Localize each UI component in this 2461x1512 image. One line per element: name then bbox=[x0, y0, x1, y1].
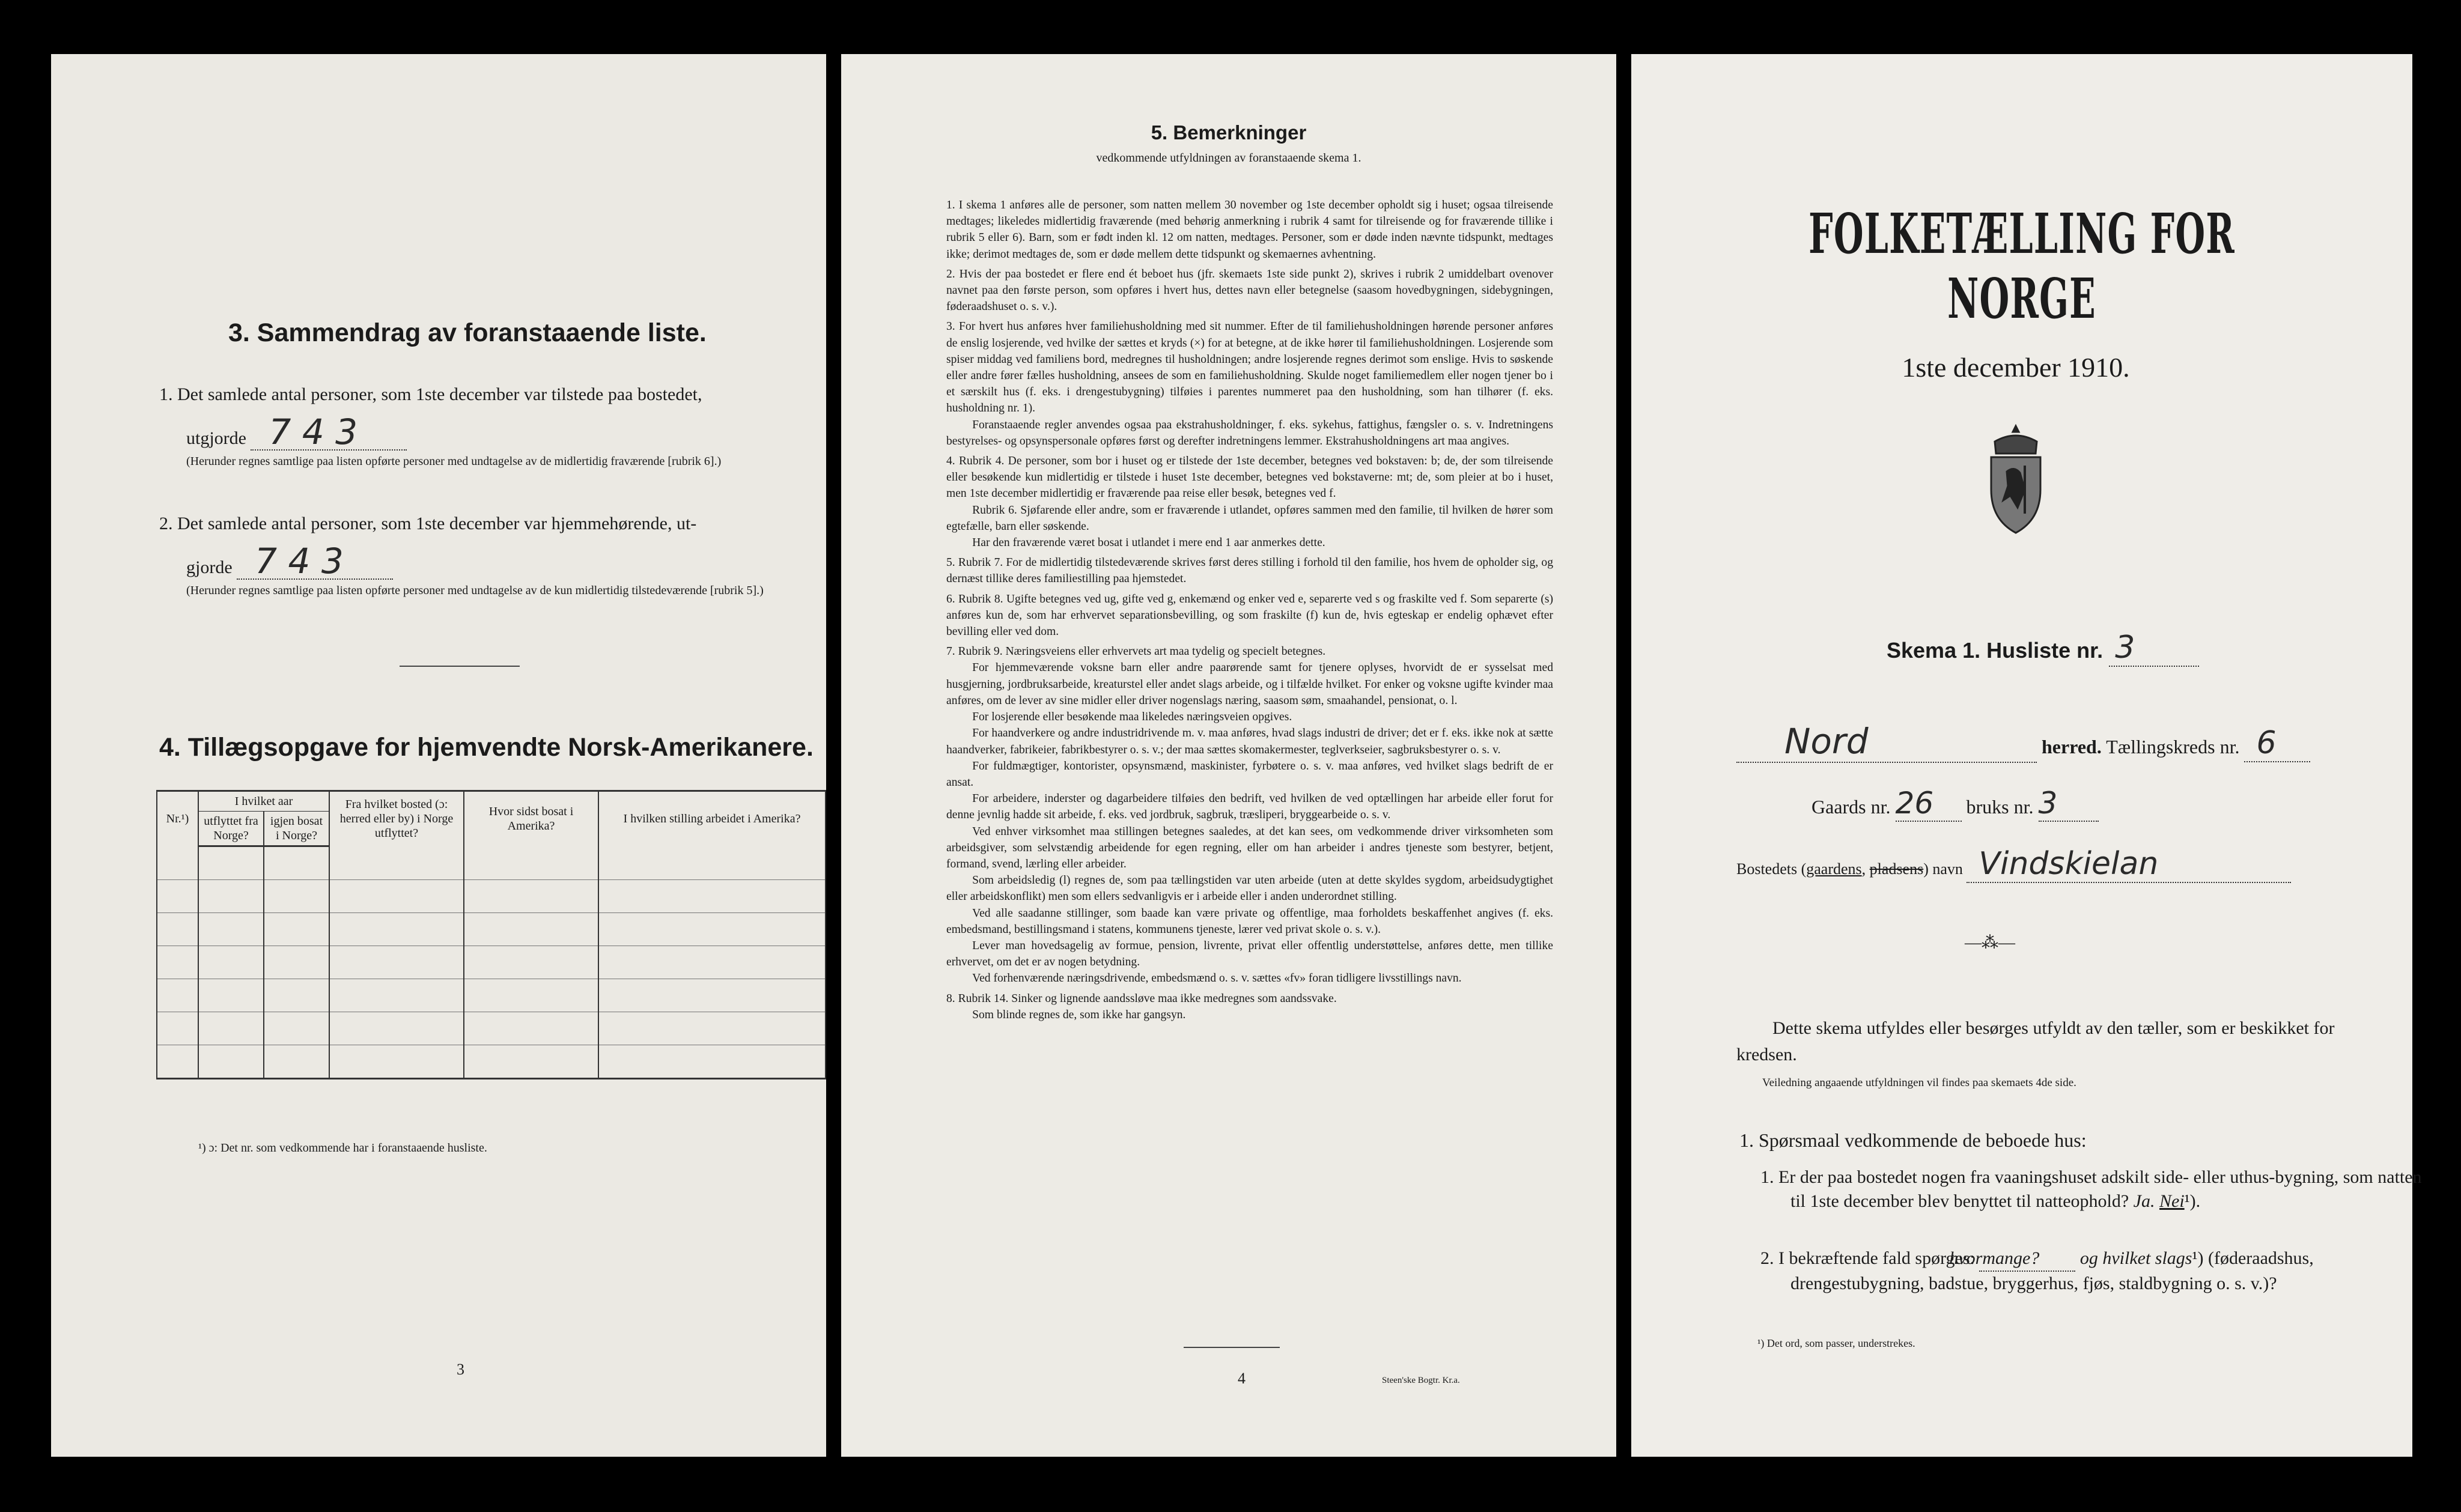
skema-line bbox=[1887, 630, 2199, 667]
bosted-pladsens: pladsens bbox=[1869, 860, 1924, 878]
list-item: For hjemmeværende voksne barn eller andre paarørende samt for tjenere oplyses, hvorvidt de er sysselsat med husgjerning, jordbruksarbeide, kreaturstel eller andet slags arbeide, og i tilfælde hvilket. For enker og voksne ugifte kvinder maa anføres, om de lever av sine midler eller driver nogenslags næring, saasom søm, smaahandel, pensionat, o. l. bbox=[946, 661, 1553, 707]
ornament-icon: —⁂— bbox=[1965, 934, 2015, 952]
table-footnote: ¹) ɔ: Det nr. som vedkommende har i foranstaaende husliste. bbox=[198, 1141, 487, 1155]
divider bbox=[400, 666, 520, 667]
q1-label: 1. Det samlede antal personer, som 1ste december var tilstede paa bostedet, bbox=[159, 384, 702, 404]
col-nr: Nr.¹) bbox=[157, 791, 198, 846]
printer-credit: Steen'ske Bogtr. Kr.a. bbox=[1382, 1376, 1460, 1385]
list-item: Som arbeidsledig (l) regnes de, som paa tællingstiden var uten arbeide (uten at dette skyldes sygdom, arbeidsudygtighet eller arbeidskonflikt) men som ellers sedvanligvis er i arbeide eller i anden underordnet stilling. bbox=[946, 874, 1553, 903]
bosted-comma: , bbox=[1861, 860, 1870, 878]
list-item: 6. Rubrik 8. Ugifte betegnes ved ug, gifte ved g, enkemænd og enker ved e, separerte ved s og fraskilte ved f. Som separerte (s) anføres kun de, som har erhvervet separationsbevilling, og som fraskilte (f) kun de, hvis egteskap er endelig ophævet efter bevilling eller ved dom. bbox=[946, 592, 1553, 639]
taellingskreds-nr: 6 bbox=[2244, 725, 2310, 762]
list-item: For arbeidere, inderster og dagarbeidere tilføies den bedrift, ved hvilken de ved optællingen har arbeide eller forut for denne jevnlig hadde sit arbeide, f. eks. ved jordbruk, sagbruk, træsliperi, bryggearbeide o. s. v. bbox=[946, 792, 1553, 822]
list-item: 1. I skema 1 anføres alle de personer, som natten mellem 30 november og 1ste december opholdt sig i huset; ogsaa tilreisende medtages; likeledes midlertidig fraværende (med behørig anmerkning i rubrik 4 samt for tilreisende og for fraværende tillike i rubrik 5 eller 6). Barn, som er født inden kl. 12 om natten, medtages. Personer, som er døde inden nævnte tidspunkt, medtages ikke; derimot medtages de, som er døde mellem dette tidspunkt og skemaernes avhentning. bbox=[946, 199, 1553, 261]
q2-value: 7 4 3 bbox=[237, 544, 393, 580]
gaards-label: Gaards nr. bbox=[1812, 796, 1891, 818]
table-row bbox=[157, 880, 826, 913]
list-item: Ved forhenværende næringsdrivende, embedsmænd o. s. v. sættes «fv» foran tidligere livsstillings navn. bbox=[972, 972, 1462, 985]
intro-text: Dette skema utfyldes eller besørges utfyldt av den tæller, som er beskikket for kredsen. bbox=[1736, 1018, 2335, 1064]
bemerkninger-title: 5. Bemerkninger bbox=[1151, 121, 1307, 144]
list-item: 5. Rubrik 7. For de midlertidig tilstedeværende skrives først deres stilling i forhold til den familie, hos hvem de opholder sig, og dernæst tillike deres familiestilling paa hjemstedet. bbox=[946, 556, 1553, 586]
q1-sup: ¹). bbox=[2184, 1191, 2201, 1211]
table-row bbox=[157, 946, 826, 979]
list-item: For fuldmægtiger, kontorister, opsynsmænd, maskinister, fyrbøtere o. s. v. maa anføres, ved hvilket slags bedrift de er ansat. bbox=[946, 759, 1553, 789]
col-herred: Fra hvilket bosted (ɔ: herred eller by) i Norge utflyttet? bbox=[329, 791, 464, 846]
coat-of-arms-icon bbox=[1983, 424, 2049, 541]
q2-hvormange: hvormange? bbox=[1979, 1246, 2075, 1272]
page-number: 3 bbox=[457, 1361, 464, 1378]
col-aar-group: I hvilket aar bbox=[198, 791, 329, 812]
q2-utgjorde: gjorde bbox=[186, 557, 233, 577]
middle-page bbox=[841, 54, 1616, 1457]
table-row bbox=[157, 913, 826, 946]
sporsmaal-title: 1. Spørsmaal vedkommende de beboede hus: bbox=[1739, 1129, 2087, 1151]
q1-text bbox=[159, 381, 820, 408]
bosted-label-b: ) navn bbox=[1923, 860, 1963, 878]
right-footnote: ¹) Det ord, som passer, understrekes. bbox=[1757, 1337, 1915, 1349]
table-row bbox=[157, 1012, 826, 1045]
list-item: 2. Hvis der paa bostedet er flere end ét beboet hus (jfr. skemaets 1ste side punkt 2), skrives i rubrik 2 umiddelbart ovenover navnet paa den første person, som opføres i hvert hus, dettes navn eller betegnelse (saasom hovedbygningen, sidebygningen, føderaadshuset o. s. v.). bbox=[946, 267, 1553, 314]
col-stilling: I hvilken stilling arbeidet i Amerika? bbox=[598, 791, 826, 846]
list-item: 3. For hvert hus anføres hver familiehusholdning med sit nummer. Efter de til familiehusholdningen hørende personer anføres de enslig losjerende, ved hvilke der sættes et kryds (×) for at betegne, at de ikke hører til familiehusholdningen. Losjerende som spiser middag ved familiens bord, medregnes til husholdningen; andre losjerende regnes derimot som enslige. Hvis to søskende eller andre fører fælles husholdning, ansees de som en familiehusholdning. Skulde noget familiemedlem eller nogen tjener bo i et særskilt hus (f. eks. i drengestubygning) tilføies i parentes nummeret paa den husholdning, som han tilhører (f. eks. husholdning nr. 1). bbox=[946, 320, 1553, 415]
q1-note: (Herunder regnes samtlige paa listen opførte personer med undtagelse av de midlertidig fraværende [rubrik 6].) bbox=[186, 455, 722, 468]
page-number: 4 bbox=[1238, 1370, 1246, 1387]
table-row bbox=[157, 979, 826, 1012]
bemerkninger-subtitle: vedkommende utfyldningen av foranstaaende skema 1. bbox=[1096, 151, 1361, 165]
section4-title: 4. Tillægsopgave for hjemvendte Norsk-Amerikanere. bbox=[159, 733, 814, 762]
list-item: 4. Rubrik 4. De personer, som bor i huset og er tilstede der 1ste december, betegnes ved bokstaven: b; de, der som tilreisende eller besøkende kun midlertidig er tilstede i huset 1ste december, betegnes ved bokstaverne: mt; de, som pleier at bo i huset, men 1ste december midlertidig er fraværende paa reise eller besøk, betegnes ved f. bbox=[946, 455, 1553, 500]
q2-sup: ¹) bbox=[2192, 1248, 2204, 1268]
col-amerika: Hvor sidst bosat i Amerika? bbox=[464, 791, 598, 846]
q1-value: 7 4 3 bbox=[251, 414, 407, 451]
list-item: For haandverkere og andre industridrivende m. v. maa anføres, hvad slags industri de driver; det er f. eks. ikke nok at sætte haandverker, fabrikeier, fabrikbestyrer o. s. v.; der maa sættes skomakermester, teglverkseier, sagbruksbestyrer o. s. v. bbox=[946, 727, 1553, 756]
bruks-nr: 3 bbox=[2039, 786, 2099, 822]
list-item: Lever man hovedsagelig av formue, pension, livrente, privat eller offentlig understøttelse, anføres dette, men tillike erhvervet, om det er av nogen betydning. bbox=[946, 939, 1553, 969]
census-date: 1ste december 1910. bbox=[1902, 352, 2130, 383]
bemerkninger-list bbox=[946, 197, 1553, 1023]
q1-text: 1. Er der paa bostedet nogen fra vaaningshuset adskilt side- eller uthus-bygning, som natten til 1ste december blev benyttet til natteophold? bbox=[1760, 1167, 2422, 1211]
husliste-nr: 3 bbox=[2109, 630, 2199, 667]
q2-text-b: (føderaadshus, drengestubygning, badstue, bryggerhus, fjøs, staldbygning o. s. v.)? bbox=[1790, 1248, 2314, 1293]
list-item: Foranstaaende regler anvendes ogsaa paa ekstrahusholdninger, f. eks. sykehus, fattighus, fængsler o. s. v. Indretningens bestyrelses- og opsynspersonale opføres først og derefter indretningens lemmer. Ekstrahusholdningens art maa angives. bbox=[946, 418, 1553, 448]
right-page bbox=[1631, 54, 2422, 1457]
q1-answer-line bbox=[186, 411, 847, 452]
q2-og: og hvilket slags bbox=[2079, 1248, 2192, 1268]
table-row bbox=[157, 1045, 826, 1079]
q2-label: 2. Det samlede antal personer, som 1ste december var hjemmehørende, ut- bbox=[159, 514, 697, 533]
bosted-line bbox=[1736, 846, 2291, 883]
q1-ja: Ja. bbox=[2133, 1191, 2155, 1211]
list-item: Ved alle saadanne stillinger, som baade kan være private og offentlige, maa forholdets beskaffenhet angives (f. eks. embedsmand, bestillingsmand i statens, kommunens tjeneste, lærer ved privat skole o. s. v.). bbox=[946, 906, 1553, 936]
list-item: Som blinde regnes de, som ikke har gangsyn. bbox=[972, 1008, 1186, 1021]
left-page bbox=[51, 54, 826, 1457]
bosted-label-a: Bostedets ( bbox=[1736, 860, 1807, 878]
list-item: 8. Rubrik 14. Sinker og lignende aandssløve maa ikke medregnes som aandssvake. bbox=[946, 992, 1337, 1005]
q2-text-a: 2. I bekræftende fald spørges: bbox=[1760, 1248, 1975, 1268]
q2-answer-line bbox=[186, 541, 847, 581]
list-item: 7. Rubrik 9. Næringsveiens eller erhvervets art maa tydelig og specielt betegnes. bbox=[946, 645, 1326, 658]
col-bosat: igjen bosat i Norge? bbox=[264, 812, 329, 846]
bruks-label: bruks nr. bbox=[1966, 796, 2034, 818]
q2-note: (Herunder regnes samtlige paa listen opførte personer med undtagelse av de kun midlertidig tilstedeværende [rubrik 5].) bbox=[186, 584, 764, 597]
norsk-amerikanere-table bbox=[156, 790, 826, 1079]
question-2 bbox=[1760, 1246, 2427, 1296]
table-row bbox=[157, 846, 826, 880]
gaards-nr: 26 bbox=[1896, 786, 1962, 822]
list-item: Rubrik 6. Sjøfarende eller andre, som er fraværende i utlandet, opføres sammen med den familie, til hvilken de hører som egtefælle, barn eller søskende. bbox=[946, 503, 1553, 533]
list-item: Ved enhver virksomhet maa stillingen betegnes saaledes, at det kan sees, om vedkommende driver virksomheten som arbeidsgiver, som selvstændig arbeidende for egen regning, eller om han arbeider i andres tjeneste som bestyrer, betjent, formand, svend, lærling eller arbeider. bbox=[946, 825, 1553, 870]
document-title: FOLKETÆLLING FOR NORGE bbox=[1808, 201, 2235, 331]
divider bbox=[1184, 1347, 1280, 1348]
q1-utgjorde: utgjorde bbox=[186, 428, 246, 448]
q1-nei: Nei bbox=[2159, 1191, 2185, 1211]
col-utflyttet: utflyttet fra Norge? bbox=[198, 812, 264, 846]
bosted-name: Vindskielan bbox=[1967, 846, 2291, 883]
list-item: For losjerende eller besøkende maa likeledes næringsveien opgives. bbox=[972, 711, 1292, 724]
bosted-gaardens: gaardens bbox=[1806, 860, 1862, 878]
gaards-line bbox=[1812, 786, 2099, 822]
question-1 bbox=[1760, 1165, 2427, 1213]
section3-title: 3. Sammendrag av foranstaaende liste. bbox=[228, 318, 707, 347]
herred-name: Nord bbox=[1736, 721, 2037, 763]
list-item: Har den fraværende været bosat i utlandet i mere end 1 aar anmerkes dette. bbox=[972, 536, 1325, 550]
skema-label: Skema 1. Husliste nr. bbox=[1887, 638, 2104, 663]
q2-text bbox=[159, 511, 820, 537]
taellingskreds-label: Tællingskreds nr. bbox=[2106, 736, 2240, 758]
veiledning-text: Veiledning angaaende utfyldningen vil findes paa skemaets 4de side. bbox=[1762, 1076, 2076, 1089]
herred-label: herred. bbox=[2042, 736, 2102, 758]
herred-line bbox=[1736, 721, 2391, 763]
